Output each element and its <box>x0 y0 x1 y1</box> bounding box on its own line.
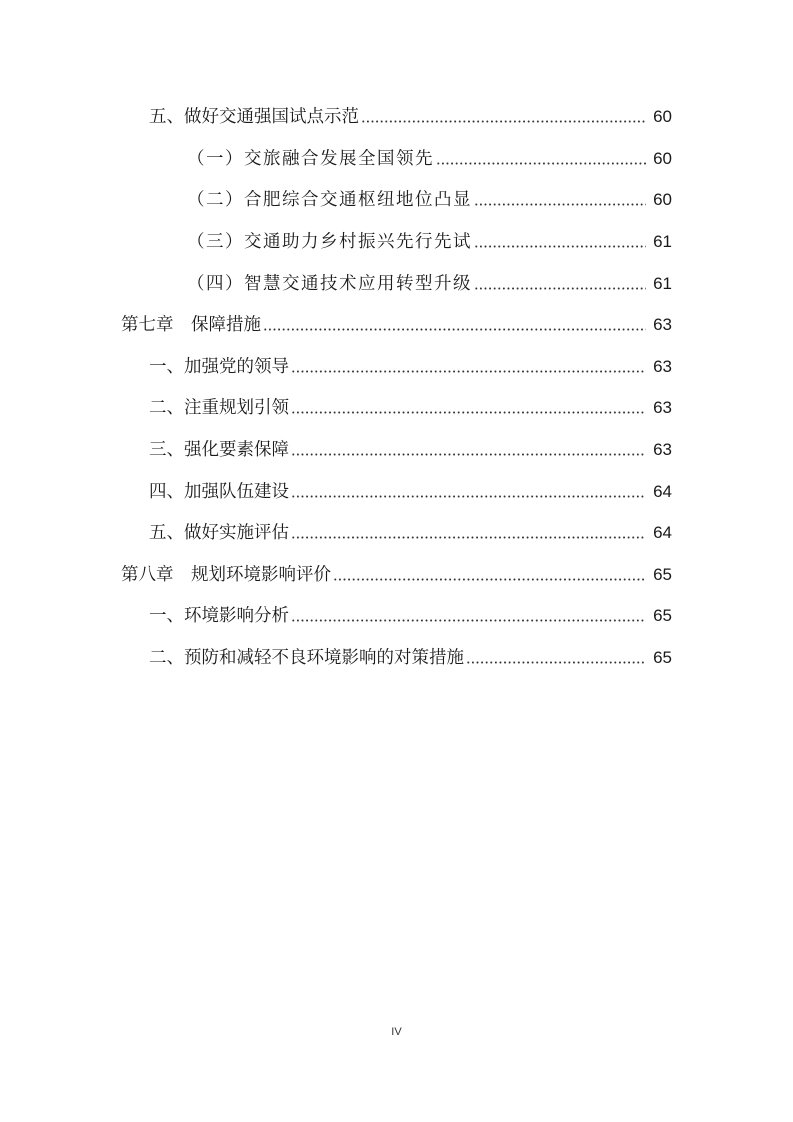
toc-entry[interactable] <box>149 645 672 671</box>
toc-leader-dots <box>291 495 646 498</box>
toc-entry-page: 60 <box>653 107 672 126</box>
toc-entry-page: 64 <box>653 523 672 542</box>
toc-leader-dots <box>474 245 646 248</box>
toc-entry[interactable] <box>187 271 672 297</box>
toc-entry-page: 65 <box>653 606 672 625</box>
toc-entry-title: 一、环境影响分析 <box>149 606 289 626</box>
toc-leader-dots <box>263 328 646 331</box>
toc-leader-dots <box>466 661 646 664</box>
toc-entry-title: 二、注重规划引领 <box>149 398 289 418</box>
toc-leader-dots <box>291 453 646 456</box>
toc-entry[interactable] <box>187 146 672 172</box>
toc-entry-title: （二）合肥综合交通枢纽地位凸显 <box>187 190 472 210</box>
toc-entry-page: 63 <box>653 398 672 417</box>
toc-entry-title: 三、强化要素保障 <box>149 440 289 460</box>
toc-entry[interactable] <box>149 520 672 546</box>
toc-leader-dots <box>474 287 646 290</box>
toc-leader-dots <box>361 120 646 123</box>
toc-entry[interactable] <box>187 187 672 213</box>
toc-entry[interactable] <box>121 312 672 338</box>
toc-entry[interactable] <box>149 603 672 629</box>
toc-entry-page: 60 <box>653 149 672 168</box>
toc-leader-dots <box>291 619 646 622</box>
toc-entry-title: 一、加强党的领导 <box>149 357 289 377</box>
toc-entry[interactable] <box>187 229 672 255</box>
toc-entry-page: 61 <box>653 274 672 293</box>
toc-entry-page: 63 <box>653 440 672 459</box>
toc-entry-title: 第八章 规划环境影响评价 <box>121 565 331 585</box>
toc-entry-page: 65 <box>653 565 672 584</box>
page-number: IV <box>391 1026 402 1038</box>
toc-leader-dots <box>474 203 646 206</box>
toc-entry-page: 65 <box>653 648 672 667</box>
toc-entry-title: （一）交旅融合发展全国领先 <box>187 149 434 169</box>
toc-entry-page: 61 <box>653 232 672 251</box>
toc-leader-dots <box>436 162 646 165</box>
toc-entry[interactable] <box>149 479 672 505</box>
toc-entry[interactable] <box>121 562 672 588</box>
toc-entry-title: （三）交通助力乡村振兴先行先试 <box>187 232 472 252</box>
toc-entry[interactable] <box>149 104 672 130</box>
toc-entry[interactable] <box>149 395 672 421</box>
toc-leader-dots <box>291 370 646 373</box>
toc-entry[interactable] <box>149 437 672 463</box>
toc-entry-page: 63 <box>653 357 672 376</box>
toc-entry-title: 五、做好实施评估 <box>149 523 289 543</box>
toc-leader-dots <box>333 578 646 581</box>
toc-entry-page: 64 <box>653 482 672 501</box>
toc-entry-page: 63 <box>653 315 672 334</box>
toc-entry-page: 60 <box>653 190 672 209</box>
toc-entry-title: 五、做好交通强国试点示范 <box>149 107 359 127</box>
toc-entry-title: 第七章 保障措施 <box>121 315 261 335</box>
toc-entry-title: 二、预防和减轻不良环境影响的对策措施 <box>149 648 464 668</box>
toc-leader-dots <box>291 536 646 539</box>
toc-entry-title: 四、加强队伍建设 <box>149 482 289 502</box>
toc-leader-dots <box>291 411 646 414</box>
toc-entry[interactable] <box>149 354 672 380</box>
toc-entry-title: （四）智慧交通技术应用转型升级 <box>187 274 472 294</box>
